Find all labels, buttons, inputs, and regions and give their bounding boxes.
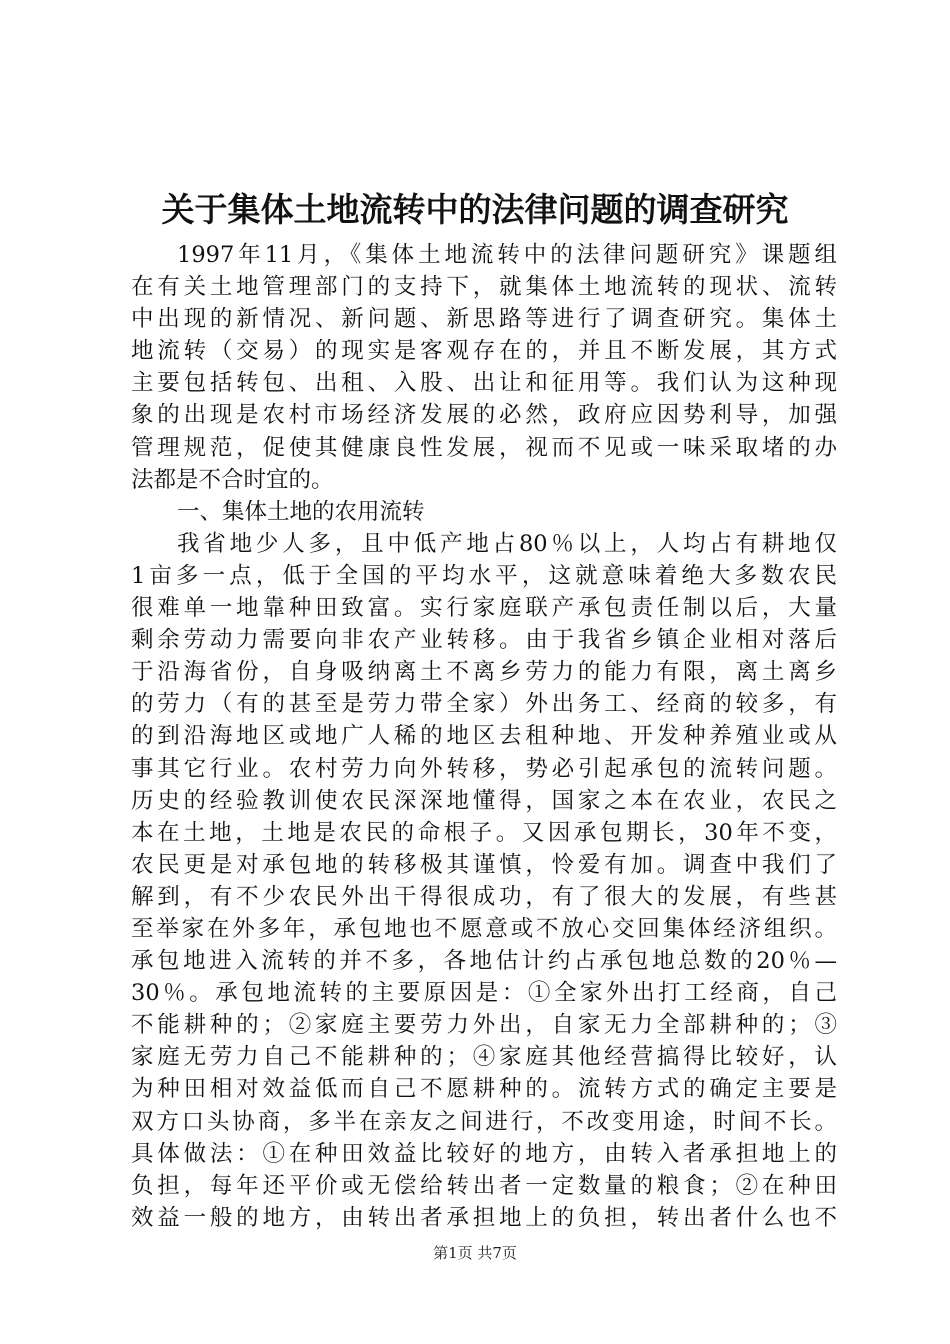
text-line: 本在土地，土地是农民的命根子。又因承包期长，30年不变， [131,819,837,846]
text-line: 很难单一地靠种田致富。实行家庭联产承包责任制以后，大量 [131,595,837,622]
text-line: 历史的经验教训使农民深深地懂得，国家之本在农业，农民之 [131,787,837,814]
text-line: 为种田相对效益低而自己不愿耕种的。流转方式的确定主要是 [131,1076,837,1103]
text-line: 家庭无劳力自己不能耕种的；④家庭其他经营搞得比较好，认 [131,1044,837,1071]
text-line: 事其它行业。农村劳力向外转移，势必引起承包的流转问题。 [131,755,837,782]
text-line: 解到，有不少农民外出干得很成功，有了很大的发展，有些甚 [131,883,837,910]
section-heading: 一、集体土地的农用流转 [177,498,425,525]
text-line: 不能耕种的；②家庭主要劳力外出，自家无力全部耕种的；③ [131,1012,837,1039]
text-line: 1997年11月，《集体土地流转中的法律问题研究》课题组 [177,242,837,268]
text-line: 承包地进入流转的并不多，各地估计约占承包地总数的20％— [131,948,837,975]
page-footer: 第1页 共7页 [433,1244,517,1262]
text-line: 的到沿海地区或地广人稀的地区去租种地、开发种养殖业或从 [131,723,837,750]
text-line: 效益一般的地方，由转出者承担地上的负担，转出者什么也不 [131,1204,837,1231]
text-line: 管理规范，促使其健康良性发展，视而不见或一味采取堵的办 [131,434,837,461]
text-line: 30％。承包地流转的主要原因是：①全家外出打工经商，自己 [131,980,837,1007]
text-line: 1亩多一点，低于全国的平均水平，这就意味着绝大多数农民 [131,562,837,589]
text-line: 双方口头协商，多半在亲友之间进行，不改变用途，时间不长。 [131,1108,837,1135]
text-line: 农民更是对承包地的转移极其谨慎，怜爱有加。调查中我们了 [131,851,837,878]
text-line: 于沿海省份，自身吸纳离土不离乡劳力的能力有限，离土离乡 [131,659,837,686]
text-line: 负担，每年还平价或无偿给转出者一定数量的粮食；②在种田 [131,1172,837,1199]
text-line: 剩余劳动力需要向非农产业转移。由于我省乡镇企业相对落后 [131,627,837,654]
text-line: 在有关土地管理部门的支持下，就集体土地流转的现状、流转 [131,274,837,301]
text-line: 具体做法：①在种田效益比较好的地方，由转入者承担地上的 [131,1140,837,1167]
text-line: 地流转（交易）的现实是客观存在的，并且不断发展，其方式 [131,338,837,365]
text-line: 我省地少人多，且中低产地占80％以上，人均占有耕地仅 [177,530,837,557]
text-line: 中出现的新情况、新问题、新思路等进行了调查研究。集体土 [131,306,837,333]
document-body [131,239,837,1234]
text-line: 象的出现是农村市场经济发展的必然，政府应因势利导，加强 [131,402,837,429]
text-line: 法都是不合时宜的。 [131,466,334,493]
document-title: 关于集体土地流转中的法律问题的调查研究 [161,190,789,229]
text-line: 主要包括转包、出租、入股、出让和征用等。我们认为这种现 [131,370,837,397]
text-line: 至举家在外多年，承包地也不愿意或不放心交回集体经济组织。 [131,915,837,942]
text-line: 的劳力（有的甚至是劳力带全家）外出务工、经商的较多，有 [131,691,837,718]
